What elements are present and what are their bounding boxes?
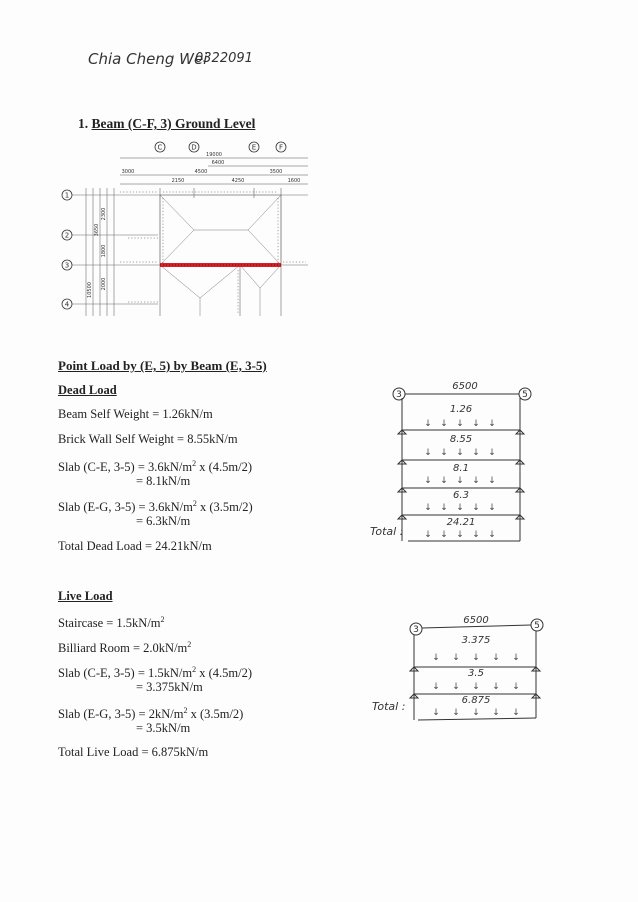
author-name: Chia Cheng Wei	[88, 50, 208, 68]
dead-slab2-text: Slab (E-G, 3-5) = 3.6kN/m	[58, 500, 193, 515]
live-stair-line	[58, 612, 165, 631]
live-load-sketch	[400, 610, 560, 725]
live-sketch-total-label: Total :	[372, 700, 406, 713]
live-load-2: 3.5	[468, 668, 484, 679]
svg-text:↓: ↓	[492, 653, 500, 663]
svg-text:↓: ↓	[488, 476, 496, 486]
dead-load-4: 6.3	[453, 490, 469, 501]
svg-text:↓: ↓	[472, 419, 480, 429]
live-load-heading: Live Load	[58, 589, 113, 603]
row-label-4: 4	[64, 300, 70, 309]
live-slab2-text: Slab (E-G, 3-5) = 2kN/m	[58, 707, 184, 722]
dead-load-2: 8.55	[449, 434, 473, 445]
svg-text:↓: ↓	[424, 530, 432, 540]
live-slab1-result: = 3.375kN/m	[136, 680, 203, 694]
col-label-f: F	[278, 143, 284, 152]
load-ticks	[120, 192, 306, 313]
row-label-1: 1	[64, 191, 70, 200]
svg-text:↓: ↓	[456, 419, 464, 429]
live-stair-sup: 2	[160, 615, 165, 624]
svg-text:↓: ↓	[452, 653, 460, 663]
row-markers	[62, 190, 72, 309]
dead-slab2-factor: x (3.5m/2)	[196, 500, 253, 515]
svg-text:↓: ↓	[488, 503, 496, 513]
svg-text:↓: ↓	[456, 503, 464, 513]
highlighted-beam	[160, 263, 281, 267]
svg-text:↓: ↓	[492, 682, 500, 692]
dim-1600: 1600	[287, 178, 301, 184]
dead-slab2-sup: 2	[192, 499, 197, 508]
dim-4250: 4250	[231, 178, 245, 184]
live-billiard-line	[58, 637, 191, 656]
dead-node-right: 5	[522, 390, 528, 400]
dim-3000: 3000	[121, 169, 135, 175]
dim-1800: 1800	[101, 244, 107, 258]
dead-slab1-sup: 2	[192, 459, 197, 468]
svg-text:↓: ↓	[512, 653, 520, 663]
dead-brick-line: Brick Wall Self Weight = 8.55kN/m	[58, 432, 238, 446]
dead-load-sketch	[370, 376, 550, 546]
col-label-d: D	[191, 143, 197, 152]
row-label-3: 3	[64, 261, 70, 270]
live-node-right: 5	[534, 621, 540, 631]
live-load-1: 3.375	[461, 635, 491, 646]
svg-text:↓: ↓	[440, 419, 448, 429]
live-slab2-sup: 2	[183, 706, 188, 715]
column-markers	[155, 142, 286, 152]
svg-text:↓: ↓	[488, 419, 496, 429]
svg-text:↓: ↓	[440, 530, 448, 540]
svg-text:↓: ↓	[472, 653, 480, 663]
svg-text:↓: ↓	[452, 708, 460, 718]
live-total: Total Live Load = 6.875kN/m	[58, 745, 209, 759]
svg-text:↓: ↓	[424, 503, 432, 513]
dead-slab1-result: = 8.1kN/m	[136, 474, 191, 488]
svg-text:↓: ↓	[432, 708, 440, 718]
svg-text:↓: ↓	[488, 448, 496, 458]
svg-text:↓: ↓	[472, 503, 480, 513]
dead-load-heading: Dead Load	[58, 383, 117, 397]
dim-2300: 2300	[101, 207, 107, 221]
point-load-heading: Point Load by (E, 5) by Beam (E, 3-5)	[58, 358, 267, 373]
dead-span: 6500	[452, 381, 478, 392]
svg-text:↓: ↓	[488, 530, 496, 540]
floor-plan	[58, 138, 320, 316]
svg-text:↓: ↓	[424, 476, 432, 486]
section-title: Beam (C-F, 3) Ground Level	[91, 116, 256, 131]
dead-load-1: 1.26	[449, 404, 473, 415]
live-node-left: 3	[413, 625, 419, 635]
svg-text:↓: ↓	[440, 503, 448, 513]
svg-text:↓: ↓	[456, 476, 464, 486]
svg-text:↓: ↓	[424, 448, 432, 458]
live-billiard-text: Billiard Room = 2.0kN/m	[58, 641, 188, 656]
dim-3500: 3500	[269, 169, 283, 175]
slab-panels	[160, 195, 281, 316]
svg-text:↓: ↓	[440, 448, 448, 458]
dim-4500: 4500	[194, 169, 208, 175]
svg-text:↓: ↓	[440, 476, 448, 486]
student-id: 0322091	[195, 51, 253, 66]
live-load-3: 6.875	[461, 695, 491, 706]
dead-load-5: 24.21	[446, 517, 476, 528]
svg-text:↓: ↓	[452, 682, 460, 692]
col-label-c: C	[157, 143, 163, 152]
dim-10500: 10500	[87, 282, 93, 298]
dead-beam-line: Beam Self Weight = 1.26kN/m	[58, 407, 213, 421]
svg-text:↓: ↓	[432, 653, 440, 663]
grid-lines	[72, 188, 308, 316]
row-label-2: 2	[64, 231, 70, 240]
dead-slab2-result: = 6.3kN/m	[136, 514, 191, 528]
dead-load-3: 8.1	[453, 463, 469, 474]
dead-slab1-text: Slab (C-E, 3-5) = 3.6kN/m	[58, 460, 193, 475]
svg-text:↓: ↓	[472, 708, 480, 718]
section-number: 1.	[78, 116, 89, 131]
dim-2150: 2150	[171, 178, 185, 184]
dead-total: Total Dead Load = 24.21kN/m	[58, 539, 212, 553]
svg-text:↓: ↓	[472, 682, 480, 692]
live-slab2-factor: x (3.5m/2)	[187, 707, 244, 722]
dim-19000: 19000	[206, 152, 222, 158]
svg-text:↓: ↓	[456, 530, 464, 540]
dim-2000: 2000	[101, 277, 107, 291]
dead-slab1-factor: x (4.5m/2)	[196, 460, 253, 475]
section-heading	[78, 116, 255, 132]
svg-text:↓: ↓	[456, 448, 464, 458]
dim-6400: 6400	[211, 160, 225, 166]
dim-3650: 3650	[94, 223, 100, 237]
live-billiard-sup: 2	[187, 640, 192, 649]
svg-text:↓: ↓	[472, 448, 480, 458]
dead-node-left: 3	[396, 390, 402, 400]
svg-text:↓: ↓	[424, 419, 432, 429]
svg-text:↓: ↓	[472, 476, 480, 486]
live-slab2-result: = 3.5kN/m	[136, 721, 191, 735]
svg-text:↓: ↓	[512, 682, 520, 692]
col-label-e: E	[251, 143, 257, 152]
svg-text:↓: ↓	[512, 708, 520, 718]
dead-sketch-total-label: Total :	[370, 525, 404, 538]
svg-text:↓: ↓	[472, 530, 480, 540]
svg-text:↓: ↓	[492, 708, 500, 718]
svg-text:↓: ↓	[432, 682, 440, 692]
live-span: 6500	[463, 615, 489, 626]
live-slab1-text: Slab (C-E, 3-5) = 1.5kN/m	[58, 666, 193, 681]
live-stair-text: Staircase = 1.5kN/m	[58, 616, 161, 631]
live-slab1-sup: 2	[192, 665, 197, 674]
live-slab1-factor: x (4.5m/2)	[196, 666, 253, 681]
